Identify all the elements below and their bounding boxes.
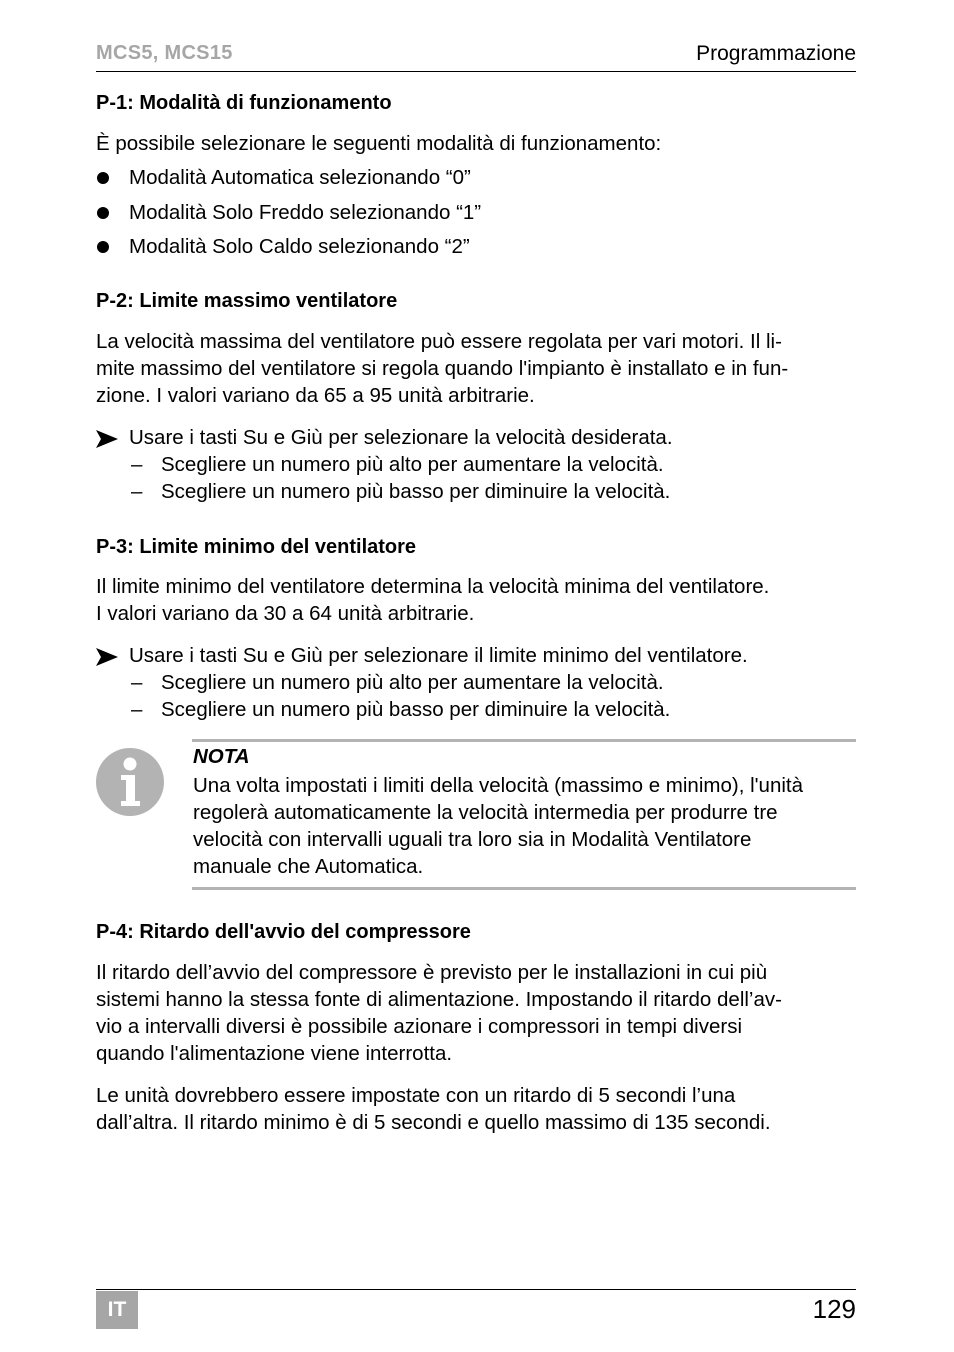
dash-icon: –	[131, 480, 143, 503]
header-rule	[96, 71, 856, 72]
p2-line: mite massimo del ventilatore si regola quando l'impianto è installato e in fun-	[96, 357, 789, 380]
note-text	[193, 772, 856, 880]
dash-icon: –	[131, 698, 143, 721]
p3-line: I valori variano da 30 a 64 unità arbitrarie.	[96, 602, 475, 625]
footer-rule	[96, 1289, 856, 1290]
note-title: NOTA	[193, 745, 250, 768]
p2-heading: P-2: Limite massimo ventilatore	[96, 290, 398, 312]
arrow-right-icon	[96, 648, 118, 666]
p4-line: sistemi hanno la stessa fonte di alimentazione. Impostando il ritardo dell’av-	[96, 988, 782, 1011]
p4-line: vio a intervalli diversi è possibile azionare i compressori in tempi diversi	[96, 1015, 743, 1038]
p1-item: Modalità Automatica selezionando “0”	[129, 166, 471, 189]
header-section: Programmazione	[696, 42, 856, 65]
bullet-icon	[97, 172, 109, 184]
note-line: Una volta impostati i limiti della velocità (massimo e minimo), l'unità	[193, 774, 804, 797]
p3-paragraph	[96, 573, 856, 627]
language-badge: IT	[96, 1291, 138, 1329]
p4-line: dall’altra. Il ritardo minimo è di 5 secondi e quello massimo di 135 secondi.	[96, 1111, 771, 1134]
info-icon	[96, 748, 164, 816]
p2-line: zione. I valori variano da 65 a 95 unità arbitrarie.	[96, 384, 535, 407]
p4-paragraph-1	[96, 959, 856, 1067]
p2-subitem: Scegliere un numero più alto per aumentare la velocità.	[161, 453, 664, 476]
p3-subitem: Scegliere un numero più alto per aumentare la velocità.	[161, 671, 664, 694]
note-line: regolerà automaticamente la velocità intermedia per produrre tre	[193, 801, 778, 824]
dash-icon: –	[131, 453, 143, 476]
note-line: velocità con intervalli uguali tra loro sia in Modalità Ventilatore	[193, 828, 752, 851]
p2-paragraph	[96, 328, 856, 409]
p1-intro: È possibile selezionare le seguenti modalità di funzionamento:	[96, 132, 662, 155]
dash-icon: –	[131, 671, 143, 694]
p3-line: Il limite minimo del ventilatore determina la velocità minima del ventilatore.	[96, 575, 770, 598]
p4-line: quando l'alimentazione viene interrotta.	[96, 1042, 453, 1065]
p2-action: Usare i tasti Su e Giù per selezionare la velocità desiderata.	[129, 426, 673, 449]
p1-item: Modalità Solo Caldo selezionando “2”	[129, 235, 470, 258]
note-bottom-rule	[192, 887, 856, 890]
p3-action: Usare i tasti Su e Giù per selezionare il limite minimo del ventilatore.	[129, 644, 748, 667]
header-model: MCS5, MCS15	[96, 42, 233, 64]
p4-heading: P-4: Ritardo dell'avvio del compressore	[96, 921, 471, 943]
p4-line: Le unità dovrebbero essere impostate con un ritardo di 5 secondi l’una	[96, 1084, 736, 1107]
p2-line: La velocità massima del ventilatore può essere regolata per vari motori. Il li-	[96, 330, 782, 353]
note-line: manuale che Automatica.	[193, 855, 424, 878]
p4-line: Il ritardo dell’avvio del compressore è previsto per le installazioni in cui più	[96, 961, 768, 984]
p4-paragraph-2	[96, 1082, 856, 1136]
p1-item: Modalità Solo Freddo selezionando “1”	[129, 201, 482, 224]
p3-subitem: Scegliere un numero più basso per diminuire la velocità.	[161, 698, 671, 721]
bullet-icon	[97, 207, 109, 219]
note-top-rule	[192, 739, 856, 742]
p2-subitem: Scegliere un numero più basso per diminuire la velocità.	[161, 480, 671, 503]
p3-heading: P-3: Limite minimo del ventilatore	[96, 536, 417, 558]
bullet-icon	[97, 241, 109, 253]
arrow-right-icon	[96, 430, 118, 448]
page-number: 129	[812, 1294, 856, 1324]
p1-heading: P-1: Modalità di funzionamento	[96, 92, 392, 114]
